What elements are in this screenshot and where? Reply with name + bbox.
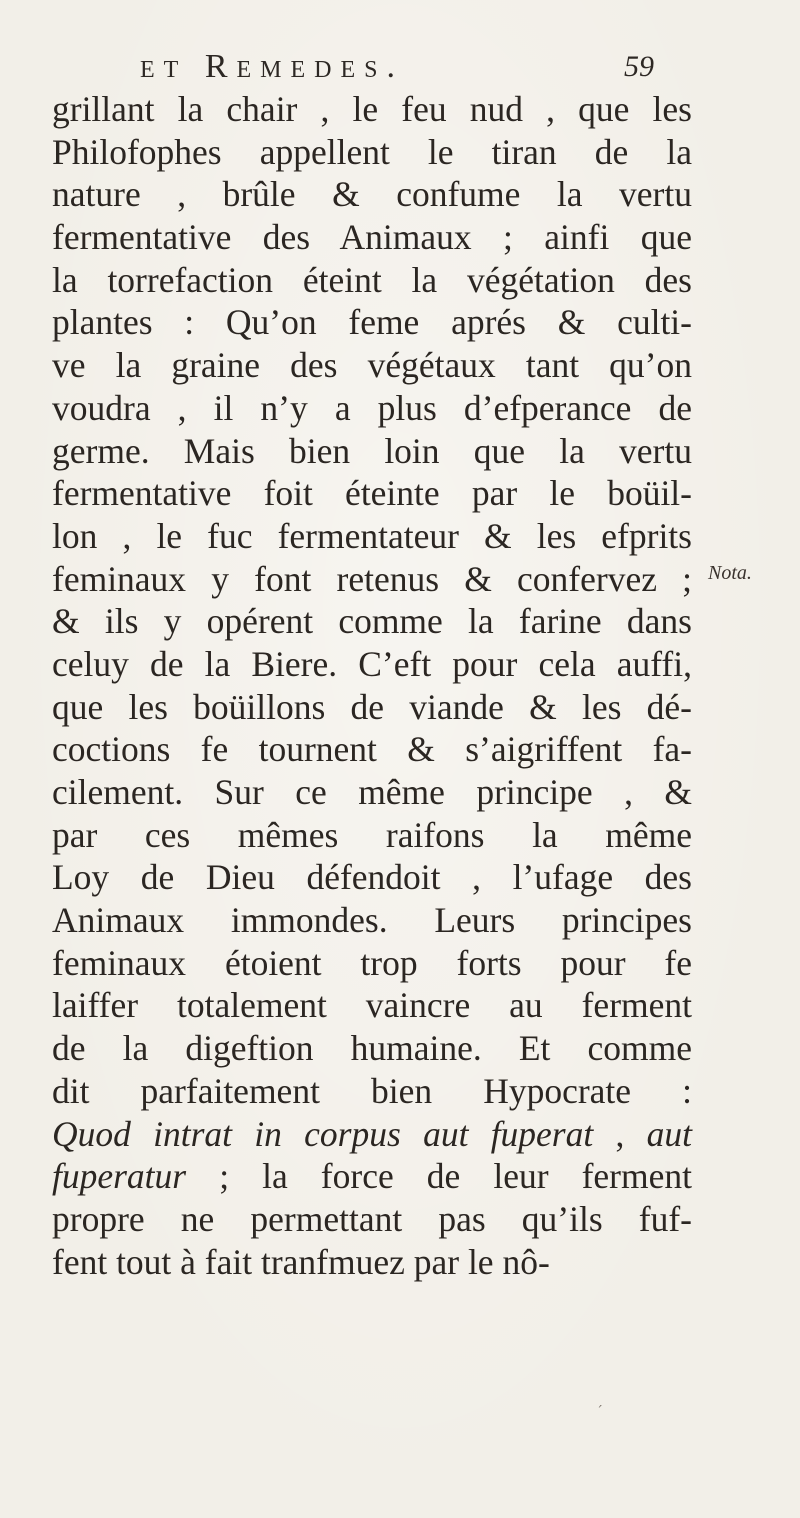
latin-quote-line: Quod intrat in corpus aut fuperat , aut [52, 1113, 693, 1154]
text-line: cilement. Sur ce même principe , & [52, 772, 692, 812]
text-line: dit parfaitement bien Hypocrate : [52, 1070, 692, 1111]
margin-note: Nota. [708, 562, 752, 584]
text-line: lon , le fuc fermentateur & les efprits [52, 515, 692, 556]
text-line: la torrefaction éteint la végétation des [52, 259, 692, 300]
text-line: fermentative des Animaux ; ainfi que [52, 217, 692, 258]
text-line: feminaux y font retenus & confervez ; [52, 558, 692, 599]
text-line: ve la graine des végétaux tant qu’on [52, 345, 692, 386]
text-line: fent tout à fait tranfmuez par le nô- [52, 1241, 550, 1282]
body-text [52, 88, 692, 1283]
page-header [140, 44, 700, 94]
text-line: par ces mêmes raifons la même [52, 814, 692, 855]
text-line: celuy de la Biere. C’eft pour cela auffi, [52, 643, 692, 684]
text-line: de la digeftion humaine. Et comme [52, 1028, 692, 1069]
text-line: coctions fe tournent & s’aigriffent fa- [52, 729, 692, 770]
page-number: 59 [624, 50, 654, 83]
text-line: plantes : Qu’on feme aprés & culti- [52, 302, 692, 343]
stray-mark: ´ [596, 1404, 603, 1420]
text-line: laiffer totalement vaincre au ferment [52, 985, 692, 1026]
text-line: feminaux étoient trop forts pour fe [52, 942, 692, 983]
text-line: & ils y opérent comme la farine dans [52, 601, 692, 642]
latin-quote-cont: aut [646, 1113, 693, 1154]
text-line: Philofophes appellent le tiran de la [52, 131, 692, 172]
running-title: et Remedes. [140, 48, 404, 85]
text-line: que les boüillons de viande & les dé- [52, 686, 692, 727]
text-line: Loy de Dieu défendoit , l’ufage des [52, 857, 692, 898]
text-line: voudra , il n’y a plus d’efperance de [52, 387, 692, 428]
latin-quote-end: fuperatur [52, 1156, 187, 1197]
text-line: Animaux immondes. Leurs principes [52, 900, 692, 941]
text-line: germe. Mais bien loin que la vertu [52, 430, 692, 471]
text-line: propre ne permettant pas qu’ils fuf- [52, 1198, 692, 1239]
latin-quote: Quod intrat in corpus aut fuperat [52, 1113, 594, 1154]
text-line: fermentative foit éteinte par le boüil- [52, 473, 692, 514]
text-line: fuperatur ; la force de leur ferment [52, 1156, 692, 1197]
text-line: nature , brûle & confume la vertu [52, 174, 692, 215]
text-line: grillant la chair , le feu nud , que les [52, 89, 692, 129]
